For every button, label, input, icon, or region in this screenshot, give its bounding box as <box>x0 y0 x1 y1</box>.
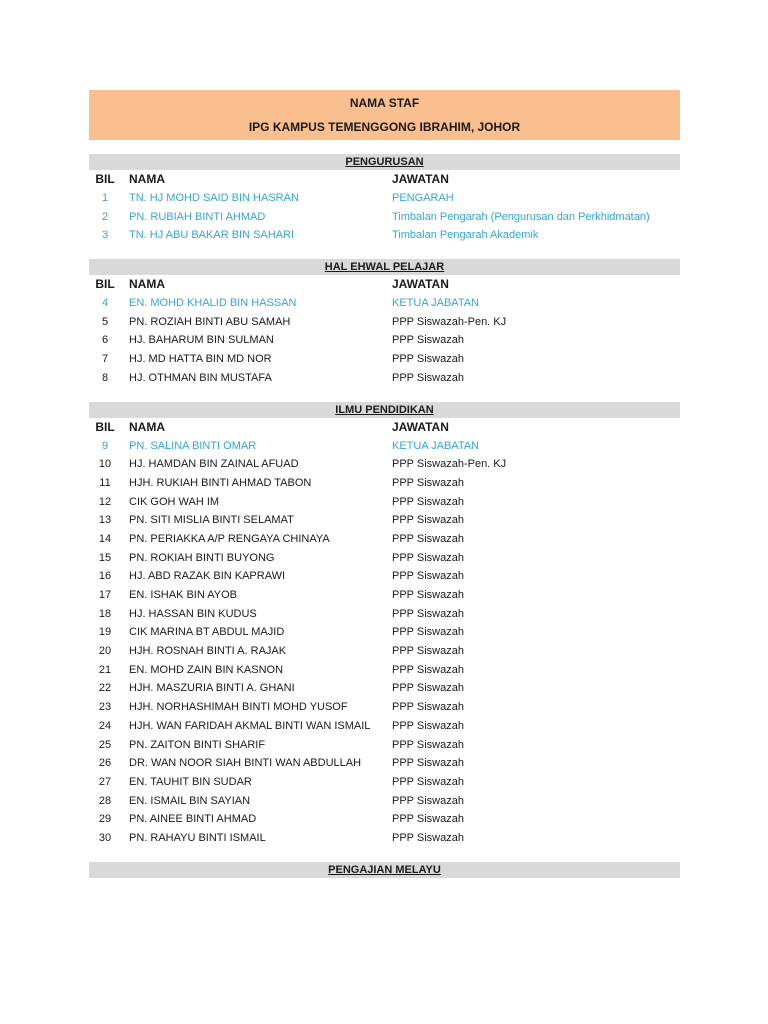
staff-sheet <box>89 90 680 878</box>
cell-nama: PN. ZAITON BINTI SHARIF <box>129 738 266 751</box>
cell-bil: 24 <box>98 719 112 732</box>
table-row <box>89 605 680 624</box>
cell-jawatan: PPP Siswazah <box>392 334 464 347</box>
cell-nama: HJ. ABD RAZAK BIN KAPRAWI <box>129 570 286 583</box>
table-row <box>89 792 680 811</box>
cell-jawatan: PPP Siswazah <box>392 757 464 770</box>
cell-nama: CIK GOH WAH IM <box>129 495 220 508</box>
cell-jawatan: KETUA JABATAN <box>392 297 480 310</box>
cell-bil: 1 <box>101 192 109 204</box>
cell-nama: PN. RUBIAH BINTI AHMAD <box>129 210 266 223</box>
cell-nama: HJH. RUKIAH BINTI AHMAD TABON <box>129 476 312 489</box>
table-row <box>89 717 680 736</box>
cell-nama: HJ. MD HATTA BIN MD NOR <box>129 353 272 366</box>
table-row <box>89 810 680 829</box>
column-header-row <box>89 170 680 189</box>
cell-jawatan: PPP Siswazah <box>392 813 464 826</box>
cell-jawatan: PPP Siswazah <box>392 589 464 601</box>
cell-nama: TN. HJ MOHD SAID BIN HASRAN <box>129 192 299 204</box>
cell-nama: HJH. NORHASHIMAH BINTI MOHD YUSOF <box>129 701 348 714</box>
column-header-bil: BIL <box>95 172 115 186</box>
cell-nama: PN. RAHAYU BINTI ISMAIL <box>129 831 266 844</box>
cell-nama: CIK MARINA BT ABDUL MAJID <box>129 626 285 639</box>
cell-nama: EN. MOHD KHALID BIN HASSAN <box>129 297 297 310</box>
cell-jawatan: PPP Siswazah <box>392 775 464 788</box>
cell-bil: 26 <box>98 757 112 770</box>
table-row <box>89 474 680 493</box>
section-title: ILMU PENDIDIKAN <box>335 403 434 416</box>
table-row <box>89 331 680 350</box>
cell-nama: EN. TAUHIT BIN SUDAR <box>129 775 252 788</box>
table-row <box>89 208 680 227</box>
cell-nama: PN. ROKIAH BINTI BUYONG <box>129 551 275 564</box>
cell-bil: 3 <box>101 229 109 242</box>
table-row <box>89 736 680 755</box>
cell-nama: HJH. ROSNAH BINTI A. RAJAK <box>129 645 287 658</box>
cell-bil: 6 <box>101 334 109 347</box>
table-row <box>89 530 680 549</box>
cell-jawatan: PPP Siswazah <box>392 495 464 508</box>
cell-bil: 21 <box>98 663 112 676</box>
cell-bil: 20 <box>98 645 112 658</box>
cell-jawatan: PPP Siswazah <box>392 663 464 676</box>
column-header-bil: BIL <box>95 277 115 292</box>
cell-bil: 7 <box>101 353 109 366</box>
column-header-jawatan: JAWATAN <box>392 419 449 434</box>
table-row <box>89 829 680 848</box>
title-line-1: NAMA STAF <box>349 96 420 110</box>
cell-jawatan: PPP Siswazah-Pen. KJ <box>392 458 507 471</box>
cell-bil: 8 <box>101 371 109 384</box>
column-header-jawatan: JAWATAN <box>392 172 449 186</box>
sections-container <box>89 154 680 878</box>
cell-jawatan: KETUA JABATAN <box>392 439 480 452</box>
cell-bil: 18 <box>98 607 112 620</box>
cell-jawatan: PPP Siswazah <box>392 532 464 545</box>
cell-jawatan: PPP Siswazah <box>392 371 464 384</box>
table-row <box>89 511 680 530</box>
cell-jawatan: PPP Siswazah <box>392 831 464 844</box>
table-row <box>89 549 680 568</box>
cell-jawatan: PPP Siswazah <box>392 514 464 527</box>
cell-nama: PN. AINEE BINTI AHMAD <box>129 813 257 826</box>
cell-bil: 9 <box>101 439 109 452</box>
cell-nama: PN. ROZIAH BINTI ABU SAMAH <box>129 315 291 328</box>
cell-jawatan: PPP Siswazah <box>392 719 464 732</box>
cell-bil: 11 <box>99 476 111 489</box>
section-header <box>89 154 680 170</box>
cell-bil: 17 <box>98 589 112 601</box>
cell-jawatan: PPP Siswazah <box>392 645 464 658</box>
table-row <box>89 698 680 717</box>
cell-jawatan: PPP Siswazah <box>392 682 464 695</box>
cell-bil: 16 <box>98 570 112 583</box>
column-header-row <box>89 418 680 437</box>
cell-jawatan: PPP Siswazah <box>392 551 464 564</box>
cell-bil: 22 <box>98 682 112 695</box>
section-header <box>89 402 680 418</box>
cell-jawatan: PPP Siswazah <box>392 626 464 639</box>
cell-bil: 5 <box>101 315 109 328</box>
cell-bil: 25 <box>98 738 112 751</box>
column-header-row <box>89 275 680 294</box>
cell-nama: HJ. OTHMAN BIN MUSTAFA <box>129 371 272 384</box>
table-row <box>89 661 680 680</box>
table-row <box>89 586 680 605</box>
section <box>89 862 680 878</box>
table-row <box>89 455 680 474</box>
table-row <box>89 679 680 698</box>
cell-bil: 12 <box>98 495 112 508</box>
table-row <box>89 623 680 642</box>
cell-nama: EN. ISMAIL BIN SAYIAN <box>129 794 251 807</box>
section-title: PENGAJIAN MELAYU <box>328 863 441 876</box>
cell-nama: HJ. HASSAN BIN KUDUS <box>129 607 257 620</box>
table-row <box>89 773 680 792</box>
table-row <box>89 189 680 208</box>
cell-bil: 19 <box>98 626 112 639</box>
table-row <box>89 567 680 586</box>
section-title: PENGURUSAN <box>345 156 424 168</box>
section <box>89 402 680 848</box>
cell-bil: 10 <box>98 458 112 471</box>
cell-bil: 27 <box>98 775 112 788</box>
cell-bil: 30 <box>98 831 112 844</box>
cell-nama: TN. HJ ABU BAKAR BIN SAHARI <box>129 229 295 242</box>
table-row <box>89 350 680 369</box>
cell-jawatan: PPP Siswazah <box>392 353 464 366</box>
table-row <box>89 369 680 388</box>
cell-nama: PN. SALINA BINTI OMAR <box>129 439 257 452</box>
cell-jawatan: PPP Siswazah <box>392 570 464 583</box>
cell-bil: 29 <box>98 813 112 826</box>
section-header <box>89 259 680 275</box>
column-header-jawatan: JAWATAN <box>392 277 449 292</box>
section-header <box>89 862 680 878</box>
table-row <box>89 493 680 512</box>
section-title: HAL EHWAL PELAJAR <box>324 261 445 274</box>
column-header-nama: NAMA <box>129 172 165 186</box>
column-header-nama: NAMA <box>129 277 165 292</box>
cell-nama: HJ. HAMDAN BIN ZAINAL AFUAD <box>129 458 299 471</box>
cell-nama: PN. PERIAKKA A/P RENGAYA CHINAYA <box>129 532 330 545</box>
cell-jawatan: Timbalan Pengarah (Pengurusan dan Perkhidmatan) <box>392 210 650 223</box>
cell-jawatan: PPP Siswazah <box>392 794 464 807</box>
cell-bil: 14 <box>98 532 112 545</box>
cell-jawatan: PENGARAH <box>392 192 454 204</box>
cell-nama: DR. WAN NOOR SIAH BINTI WAN ABDULLAH <box>129 757 362 770</box>
table-row <box>89 313 680 332</box>
section <box>89 259 680 387</box>
column-header-bil: BIL <box>95 419 115 434</box>
table-row <box>89 754 680 773</box>
cell-jawatan: PPP Siswazah <box>392 738 464 751</box>
cell-nama: EN. ISHAK BIN AYOB <box>129 589 237 601</box>
section <box>89 154 680 245</box>
table-row <box>89 294 680 313</box>
cell-jawatan: PPP Siswazah <box>392 476 464 489</box>
column-header-nama: NAMA <box>129 419 165 434</box>
title-block <box>89 90 680 140</box>
cell-jawatan: PPP Siswazah <box>392 701 464 714</box>
cell-nama: HJH. WAN FARIDAH AKMAL BINTI WAN ISMAIL <box>129 719 371 732</box>
cell-nama: EN. MOHD ZAIN BIN KASNON <box>129 663 284 676</box>
cell-bil: 28 <box>98 794 112 807</box>
table-row <box>89 642 680 661</box>
cell-nama: PN. SITI MISLIA BINTI SELAMAT <box>129 514 294 527</box>
table-row <box>89 437 680 456</box>
cell-jawatan: PPP Siswazah <box>392 607 464 620</box>
cell-nama: HJ. BAHARUM BIN SULMAN <box>129 334 274 347</box>
cell-nama: HJH. MASZURIA BINTI A. GHANI <box>129 682 295 695</box>
cell-bil: 2 <box>101 210 109 223</box>
cell-jawatan: Timbalan Pengarah Akademik <box>392 229 539 242</box>
cell-bil: 23 <box>98 701 112 714</box>
cell-bil: 15 <box>98 551 112 564</box>
cell-bil: 13 <box>98 514 112 527</box>
cell-bil: 4 <box>101 297 109 310</box>
table-row <box>89 226 680 245</box>
cell-jawatan: PPP Siswazah-Pen. KJ <box>392 315 507 328</box>
title-line-2: IPG KAMPUS TEMENGGONG IBRAHIM, JOHOR <box>248 120 521 134</box>
